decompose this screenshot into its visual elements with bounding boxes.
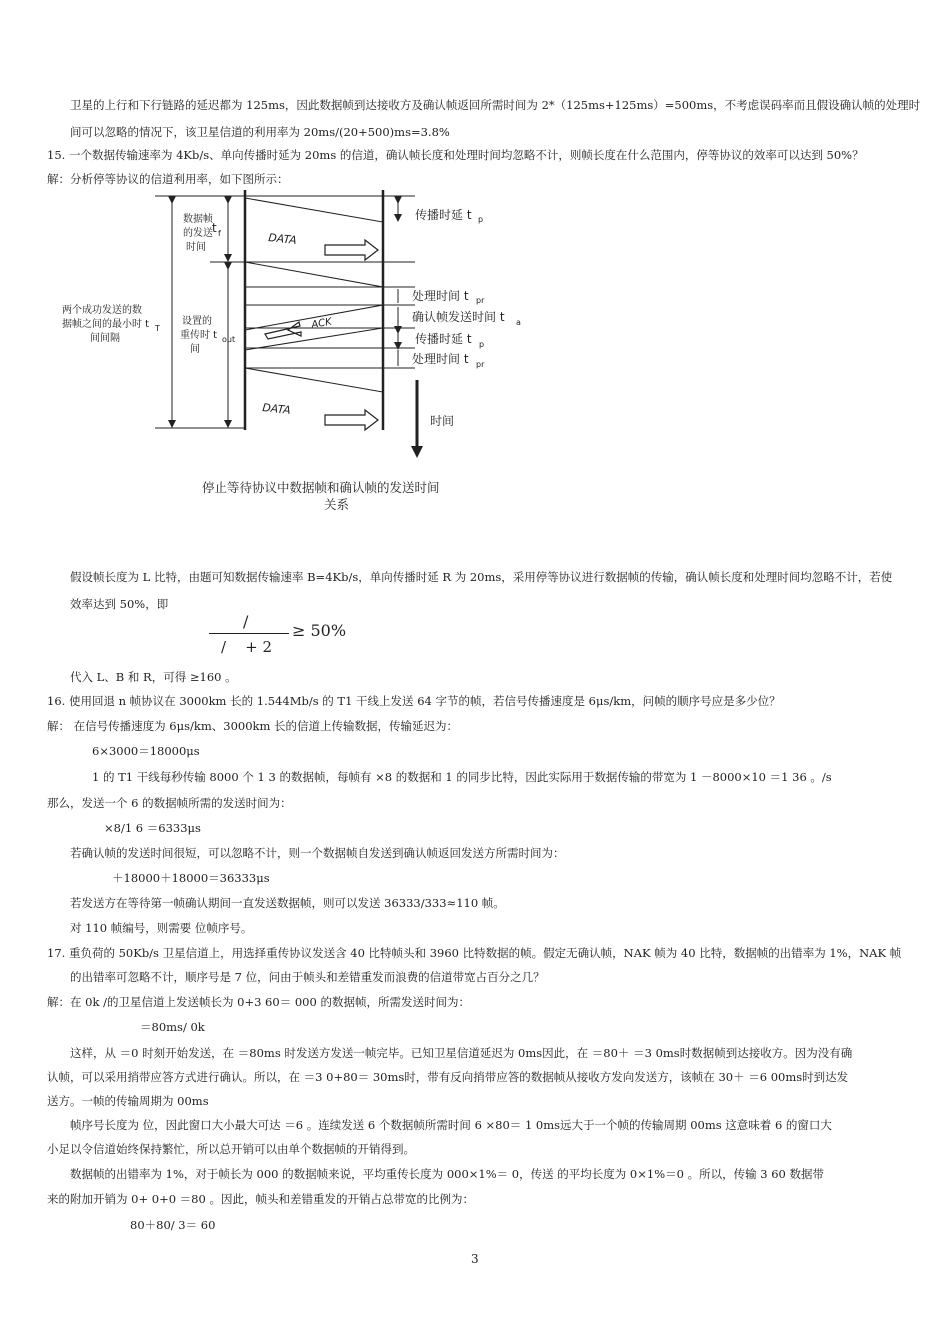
data-frame-label: DATA <box>261 401 292 417</box>
text-line: 送方。一帧的传输周期为 00ms <box>47 1094 209 1108</box>
text-line: 解： 在信号传播速度为 6μs/km、3000km 长的信道上传输数据，传输延迟为： <box>47 719 459 733</box>
text-line: 若确认帧的发送时间很短，可以忽略不计，则一个数据帧自发送到确认帧返回发送方所需时间为： <box>70 846 565 860</box>
timeout-label: 重传时 t <box>180 330 218 341</box>
label-sub: p <box>479 340 485 349</box>
text-line: 的出错率可忽略不计，顺序号是 7 位，问由于帧头和差错重发而浪费的信道带宽占百分之几？ <box>70 970 545 984</box>
text-line: 若发送方在等待第一帧确认期间一直发送数据帧，则可以发送 36333/333≈110 帧。 <box>70 896 505 910</box>
text-line: 解：在 0k /的卫星信道上发送帧长为 0+3 60＝ 000 的数据帧，所需发送时间为： <box>47 995 470 1009</box>
text-line: 对 110 帧编号，则需要 位帧序号。 <box>70 921 253 935</box>
formula-denominator: / + 2 <box>221 638 273 656</box>
proc-time-label: 处理时间 t <box>412 289 469 303</box>
text-line: 1 的 T1 干线每秒传输 8000 个 1 3 的数据帧，每帧有 ×8 的数据和 1 的同步比特，因此实际用于数据传输的带宽为 1 －8000×10 ＝1 36 。/s <box>92 770 832 784</box>
min-interval-sub: T <box>155 324 160 333</box>
timeout-label: 设置的 <box>182 316 212 327</box>
min-interval-label: 两个成功发送的数 <box>62 305 142 316</box>
timeout-sub: out <box>222 335 236 344</box>
text-line: 那么，发送一个 6 的数据帧所需的发送时间为： <box>47 796 292 810</box>
problem-17: 17. 重负荷的 50Kb/s 卫星信道上，用选择重传协议发送含 40 比特帧头和 3960 比特数据的帧。假定无确认帧，NAK 帧为 40 比特，数据帧的出错率为 1%，NAK 帧 <box>47 946 902 960</box>
label-sub: pr <box>476 360 485 369</box>
min-interval-label: 间间隔 <box>90 333 120 344</box>
text-line: 认帧，可以采用捎带应答方式进行确认。所以，在 ＝3 0+80＝ 30ms时，带有反向捎带应答的数据帧从接收方发向发送方，该帧在 30＋ ＝6 00ms时到达发 <box>47 1070 849 1084</box>
text-line: 卫星的上行和下行链路的延迟都为 125ms，因此数据帧到达接收方及确认帧返回所需时间为 2*（125ms+125ms）=500ms，不考虑误码率而且假设确认帧的处理时 <box>70 98 921 112</box>
label-sub: pr <box>476 296 485 305</box>
text-line: 解：分析停等协议的信道利用率，如下图所示： <box>47 172 289 186</box>
fraction-bar <box>209 633 289 634</box>
text-line: 数据帧的出错率为 1%，对于帧长为 000 的数据帧来说，平均重传长度为 000×1%＝ 0，传送 的平均长度为 0×1%＝0 。所以，传输 3 60 数据带 <box>70 1167 825 1181</box>
text-line: 代入 L、B 和 R，可得 ≥160 。 <box>70 670 237 684</box>
page-number: 3 <box>471 1252 479 1266</box>
label-sub: a <box>516 318 521 327</box>
text-line: 假设帧长度为 L 比特，由题可知数据传输速率 B=4Kb/s，单向传播时延 R 为 20ms，采用停等协议进行数据帧的传输，确认帧长度和处理时间均忽略不计，若使 <box>70 570 893 584</box>
ack-send-time-label: 确认帧发送时间 t <box>412 310 505 324</box>
efficiency-formula <box>205 612 365 662</box>
text-line: ×8/1 6 ＝6333μs <box>104 821 201 835</box>
send-time-label: 时间 <box>186 242 206 253</box>
prop-delay-label: 传播时延 t <box>415 332 472 346</box>
tf-label: t <box>212 221 217 235</box>
label-sub: p <box>478 215 484 224</box>
ack-frame-label: ACK <box>310 316 333 331</box>
formula-numerator: / <box>243 612 249 631</box>
text-line: 6×3000＝18000μs <box>92 744 200 758</box>
text-line: 小足以令信道始终保持繁忙，所以总开销可以由单个数据帧的开销得到。 <box>47 1142 415 1156</box>
text-line: 间可以忽略的情况下，该卫星信道的利用率为 20ms/(20+500)ms=3.8% <box>70 125 450 139</box>
problem-16: 16. 使用回退 n 帧协议在 3000km 长的 1.544Mb/s 的 T1 干线上发送 64 字节的帧，若信号传播速度是 6μs/km，问帧的顺序号应是多少位？ <box>47 694 781 708</box>
min-interval-label: 据帧之间的最小时 t <box>62 319 150 330</box>
text-line: ＝80ms/ 0k <box>140 1020 205 1034</box>
text-line: ＋18000＋18000＝36333μs <box>112 871 270 885</box>
text-line: 效率达到 50%，即 <box>70 597 169 611</box>
prop-delay-label: 传播时延 t <box>415 208 472 222</box>
tf-sub: f <box>218 229 221 238</box>
text-line: 帧序号长度为 位，因此窗口大小最大可达 ＝6 。连续发送 6 个数据帧所需时间 6 ×80＝ 1 0ms远大于一个帧的传输周期 00ms 这意味着 6 的窗口大 <box>70 1118 832 1132</box>
formula-relation: ≥ 50% <box>292 621 347 640</box>
data-frame-label: DATA <box>267 231 298 247</box>
diagram-caption: 停止等待协议中数据帧和确认帧的发送时间 <box>202 480 440 495</box>
text-line: 来的附加开销为 0+ 0+0 ＝80 。因此，帧头和差错重发的开销占总带宽的比例为： <box>47 1192 474 1206</box>
send-time-label: 数据帧 <box>183 214 213 225</box>
timeout-label: 间 <box>190 344 200 355</box>
problem-15: 15. 一个数据传输速率为 4Kb/s、单向传播时延为 20ms 的信道，确认帧长度和处理时间均忽略不计，则帧长度在什么范围内，停等协议的效率可以达到 50%？ <box>47 148 864 162</box>
stop-and-wait-diagram <box>0 0 950 560</box>
diagram-caption: 关系 <box>324 497 350 512</box>
send-time-label: 的发送 <box>183 228 213 239</box>
text-line: 这样，从 ＝0 时刻开始发送，在 ＝80ms 时发送方发送一帧完毕。已知卫星信道延迟为 0ms因此，在 ＝80＋ ＝3 0ms时数据帧到达接收方。因为没有确 <box>70 1046 853 1060</box>
text-line: 80＋80/ 3＝ 60 <box>130 1218 216 1232</box>
time-axis-label: 时间 <box>430 414 455 428</box>
proc-time-label: 处理时间 t <box>412 352 469 366</box>
